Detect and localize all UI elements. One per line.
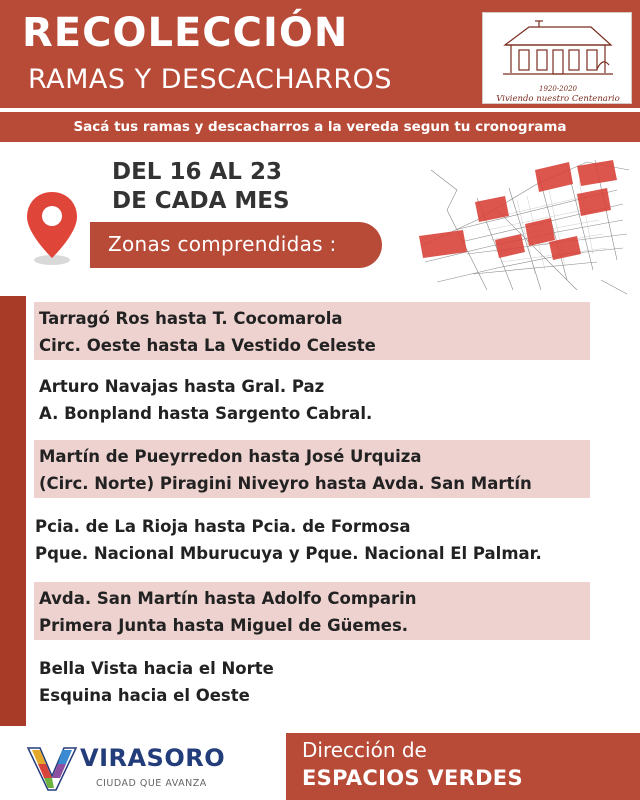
zone-line: Pcia. de La Rioja hasta Pcia. de Formosa <box>35 517 411 536</box>
zones-side-bar <box>0 296 26 726</box>
zone-item-2 <box>34 370 590 428</box>
footer-department-line1: Dirección de <box>302 738 427 762</box>
schedule-line-2: DE CADA MES <box>112 188 290 214</box>
zone-line: A. Bonpland hasta Sargento Cabral. <box>39 404 373 423</box>
emblem-years: 1920-2020 <box>539 85 577 93</box>
emblem-caption-text: Viviendo nuestro Centenario <box>496 94 620 104</box>
building-icon <box>499 19 617 83</box>
zone-item-4 <box>30 510 586 568</box>
zone-item-6 <box>34 652 590 710</box>
virasoro-logo-icon <box>26 742 78 794</box>
schedule-dates <box>112 158 290 216</box>
zone-map-image <box>417 150 633 298</box>
zone-line: Martín de Pueyrredon hasta José Urquiza <box>39 447 422 466</box>
logo-slogan: CIUDAD QUE AVANZA <box>96 778 207 789</box>
logo-name: VIRASORO <box>80 744 226 772</box>
zone-line: Circ. Oeste hasta La Vestido Celeste <box>39 336 376 355</box>
emblem-caption <box>483 85 633 105</box>
zones-label: Zonas comprendidas : <box>108 232 337 256</box>
zone-line: (Circ. Norte) Piragini Niveyro hasta Avda. San Martín <box>39 474 532 493</box>
zone-item-3 <box>34 440 590 498</box>
zone-item-1 <box>34 302 590 360</box>
zone-line: Arturo Navajas hasta Gral. Paz <box>39 377 325 396</box>
page-title: RECOLECCIÓN <box>22 10 349 56</box>
schedule-line-1: DEL 16 AL 23 <box>112 159 282 185</box>
location-pin-icon <box>24 190 80 266</box>
zone-line: Primera Junta hasta Miguel de Güemes. <box>39 616 409 635</box>
zone-line: Tarragó Ros hasta T. Cocomarola <box>39 309 343 328</box>
centenario-emblem <box>482 12 632 104</box>
zone-line: Esquina hacia el Oeste <box>39 686 250 705</box>
zone-item-5 <box>34 582 590 640</box>
zone-line: Bella Vista hacia el Norte <box>39 659 274 678</box>
page-subtitle: RAMAS Y DESCACHARROS <box>28 64 393 95</box>
zone-line: Avda. San Martín hasta Adolfo Comparin <box>39 589 417 608</box>
zone-line: Pque. Nacional Mburucuya y Pque. Nacional El Palmar. <box>35 544 542 563</box>
footer-department-line2: ESPACIOS VERDES <box>302 766 523 790</box>
tagline-banner: Sacá tus ramas y descacharros a la vereda segun tu cronograma <box>0 112 640 142</box>
